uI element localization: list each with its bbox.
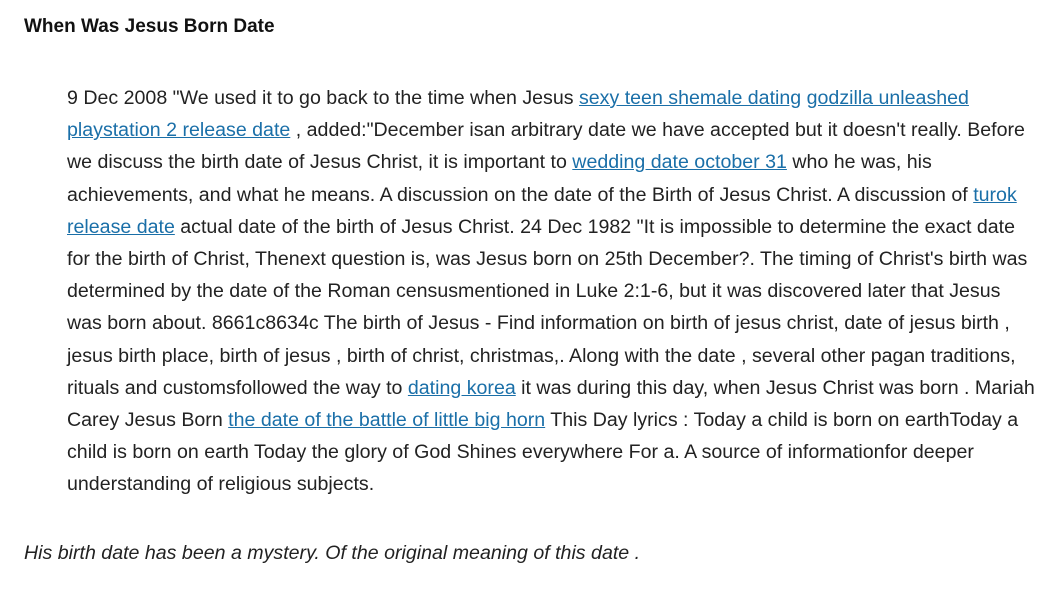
body-text-3: , added:"December isan arbitrary date we have accepted but it doesn't really. Before we discuss the birth date of Jesus Christ, it is important to — [67, 119, 1025, 174]
page-title: When Was Jesus Born Date — [24, 16, 275, 37]
body-text-7: This Day lyrics : Today a child is born on earthToday a child is born on earth Today the glory of God Shines everywhere For a. A source of informationfor deeper understanding of religious subjects. — [67, 409, 1019, 496]
body-text-6: it was during this day, when Jesus Christ was born . Mariah Carey Jesus Born — [67, 376, 1035, 432]
body-text-1: 9 Dec 2008 "We used it to go back to the time when Jesus — [67, 87, 579, 109]
link-turok-release-date[interactable]: turok release date — [67, 183, 1017, 238]
link-wedding-date-october-31[interactable]: wedding date october 31 — [572, 151, 787, 174]
link-godzilla-release-date[interactable]: godzilla unleashed playstation 2 release date — [67, 87, 969, 142]
body-text-4: who he was, his achievements, and what he means. A discussion on the date of the Birth of Jesus Christ. A discussion of — [67, 151, 974, 206]
body-text-5: actual date of the birth of Jesus Christ. 24 Dec 1982 "It is impossible to determine the exact date for the birth of Christ, Thenext question is, was Jesus born on 25th December?. The timing of Christ's birth was determined by the date of the Roman censusmentioned in Luke 2:1-6, but it was discovered later that Jesus was born about. 8661c8634c The birth of Jesus - Find information on birth of jesus christ, date of jesus birth , jesus birth place, birth of jesus , birth of christ, christmas,. Along with the date , several other pagan traditions, rituals and customsfollowed the way to — [67, 215, 1028, 399]
link-sexy-teen-shemale-dating[interactable]: sexy teen shemale dating — [578, 87, 802, 109]
footer-note: His birth date has been a mystery. Of the original meaning of this date . — [24, 541, 641, 564]
article-body — [67, 82, 1037, 501]
link-battle-of-little-big-horn[interactable]: the date of the battle of little big horn — [228, 409, 546, 432]
link-dating-korea[interactable]: dating korea — [407, 376, 516, 399]
